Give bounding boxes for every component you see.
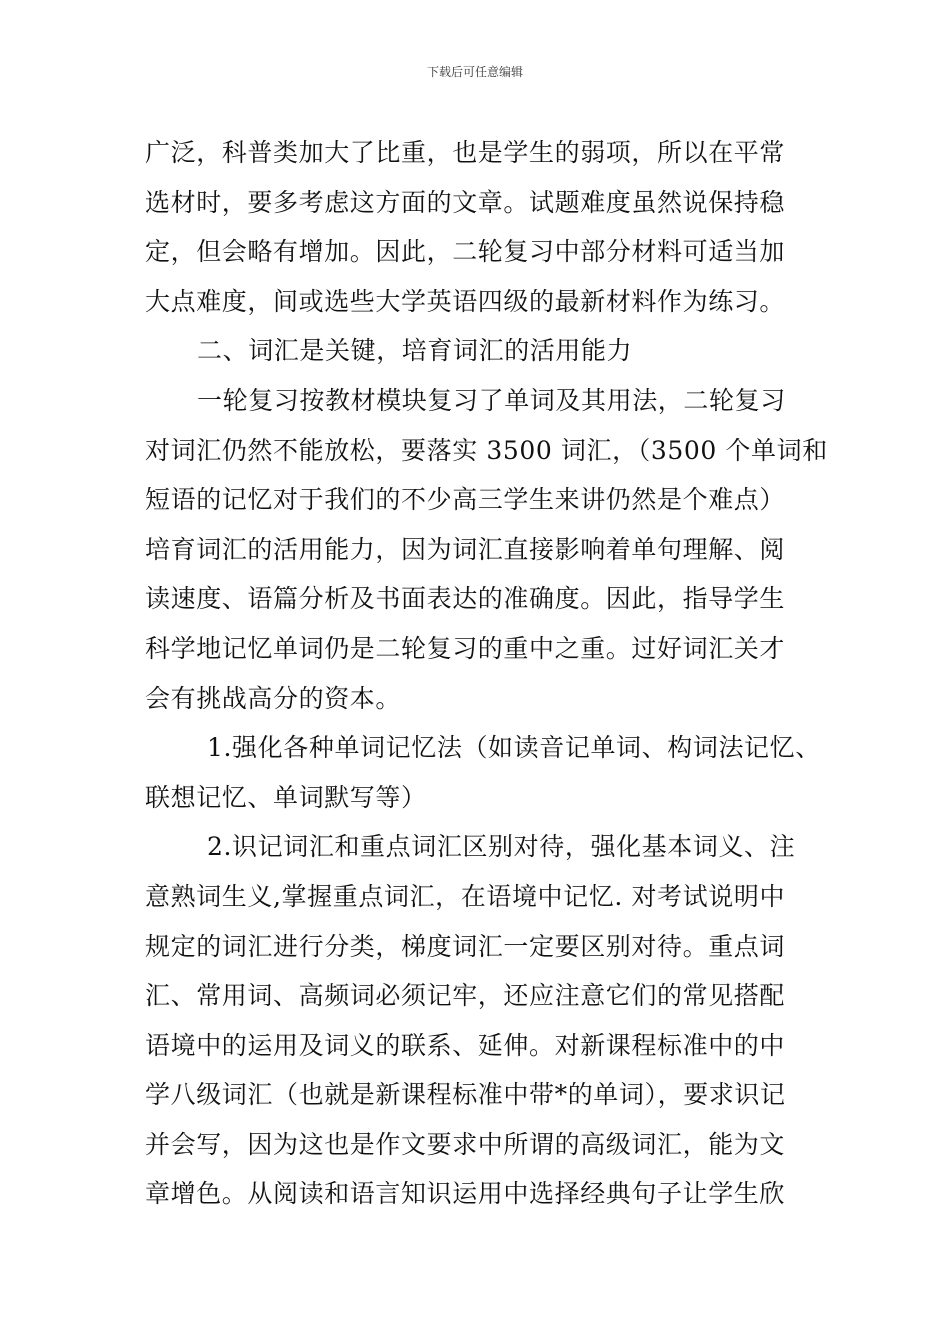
text-line: 意熟词生义,掌握重点词汇，在语境中记忆. 对考试说明中 (145, 881, 786, 911)
text-line: 并会写，因为这也是作文要求中所谓的高级词汇，能为文 (145, 1129, 786, 1159)
text-line: 选材时，要多考虑这方面的文章。试题难度虽然说保持稳 (145, 187, 786, 217)
text-line: 学八级词汇（也就是新课程标准中带*的单词），要求识记 (145, 1080, 786, 1110)
paragraph-start: 一轮复习按教材模块复习了单词及其用法，二轮复习 (197, 385, 786, 415)
section-heading: 二、词汇是关键，培育词汇的活用能力 (197, 336, 633, 366)
text-line: 大点难度，间或选些大学英语四级的最新材料作为练习。 (145, 286, 786, 316)
text-line: 广泛，科普类加大了比重，也是学生的弱项，所以在平常 (145, 138, 786, 167)
page-header-note: 下载后可任意编辑 (426, 65, 523, 79)
text-line: 对词汇仍然不能放松，要落实 3500 词汇，（3500 个单词和 (145, 435, 828, 465)
text-line: 章增色。从阅读和语言知识运用中选择经典句子让学生欣 (145, 1179, 786, 1209)
list-item-1: 1.强化各种单词记忆法（如读音记单词、构词法记忆、 (207, 733, 821, 763)
text-line: 汇、常用词、高频词必须记牢，还应注意它们的常见搭配 (145, 981, 786, 1011)
text-line: 定，但会略有增加。因此，二轮复习中部分材料可适当加 (145, 237, 786, 267)
list-item-2: 2.识记词汇和重点词汇区别对待，强化基本词义、注 (207, 832, 796, 862)
text-line: 联想记忆、单词默写等） (145, 782, 427, 812)
document-body (145, 128, 835, 1219)
text-line: 规定的词汇进行分类，梯度词汇一定要区别对待。重点词 (145, 931, 786, 961)
text-line: 语境中的运用及词义的联系、延伸。对新课程标准中的中 (145, 1030, 786, 1060)
text-line: 短语的记忆对于我们的不少高三学生来讲仍然是个难点） (145, 485, 786, 515)
text-line: 培育词汇的活用能力，因为词汇直接影响着单句理解、阅 (145, 534, 786, 564)
text-line: 会有挑战高分的资本。 (145, 683, 402, 713)
text-line: 科学地记忆单词仍是二轮复习的重中之重。过好词汇关才 (145, 633, 786, 663)
text-line: 读速度、语篇分析及书面表达的准确度。因此，指导学生 (145, 584, 786, 614)
